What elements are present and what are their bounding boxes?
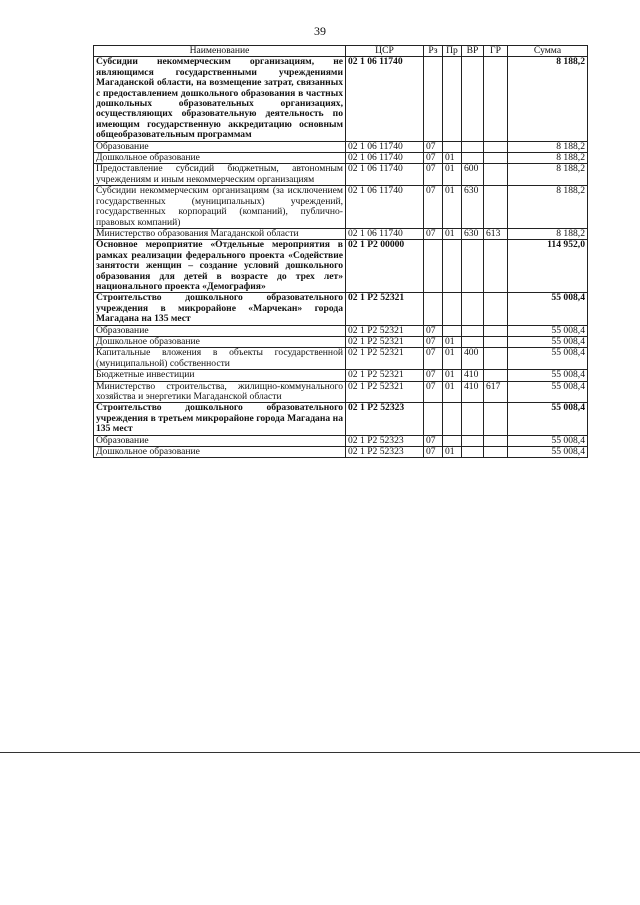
- cell-vr: [462, 240, 484, 293]
- table-body: [94, 57, 588, 458]
- column-header-pr: Пр: [443, 46, 462, 57]
- column-header-gr: ГР: [484, 46, 508, 57]
- table-row: [94, 348, 588, 370]
- cell-sum: 55 008,4: [508, 348, 588, 370]
- cell-vr: [462, 57, 484, 141]
- cell-rz: [424, 293, 443, 325]
- cell-csr: 02 1 P2 52321: [346, 293, 424, 325]
- cell-pr: 01: [443, 164, 462, 186]
- table-row: [94, 141, 588, 152]
- table-row: [94, 403, 588, 435]
- cell-name: Министерство строительства, жилищно-коммунального хозяйства и энергетики Магаданской области: [94, 381, 346, 403]
- cell-pr: [443, 141, 462, 152]
- cell-gr: [484, 186, 508, 229]
- cell-rz: 07: [424, 186, 443, 229]
- cell-sum: 55 008,4: [508, 370, 588, 381]
- cell-pr: 01: [443, 336, 462, 347]
- cell-name: Субсидии некоммерческим организациям, не являющимся государственными учреждениями Магаданской области, на возмещение затрат, связанных с предоставлением дошкольного образования в частных дошкольных образовательных организациях, осуществляющих образовательную деятельность по имеющим государственную аккредитацию основным общеобразовательным программам: [94, 57, 346, 141]
- cell-csr: 02 1 06 11740: [346, 164, 424, 186]
- table-row: [94, 293, 588, 325]
- cell-csr: 02 1 06 11740: [346, 228, 424, 239]
- cell-rz: 07: [424, 164, 443, 186]
- cell-gr: 617: [484, 381, 508, 403]
- table-row: [94, 228, 588, 239]
- cell-sum: 8 188,2: [508, 153, 588, 164]
- cell-sum: 55 008,4: [508, 403, 588, 435]
- column-header-sum: Сумма: [508, 46, 588, 57]
- cell-rz: [424, 403, 443, 435]
- table-row: [94, 153, 588, 164]
- cell-rz: [424, 240, 443, 293]
- cell-name: Дошкольное образование: [94, 447, 346, 458]
- cell-gr: [484, 153, 508, 164]
- column-header-vr: ВР: [462, 46, 484, 57]
- cell-sum: 8 188,2: [508, 57, 588, 141]
- cell-name: Капитальные вложения в объекты государственной (муниципальной) собственности: [94, 348, 346, 370]
- table-row: [94, 435, 588, 446]
- cell-rz: 07: [424, 370, 443, 381]
- cell-gr: [484, 164, 508, 186]
- cell-rz: [424, 57, 443, 141]
- cell-vr: [462, 403, 484, 435]
- cell-gr: [484, 141, 508, 152]
- cell-rz: 07: [424, 348, 443, 370]
- cell-csr: 02 1 P2 52323: [346, 447, 424, 458]
- table-row: [94, 325, 588, 336]
- cell-csr: 02 1 06 11740: [346, 153, 424, 164]
- column-header-rz: Рз: [424, 46, 443, 57]
- cell-name: Дошкольное образование: [94, 153, 346, 164]
- cell-name: Образование: [94, 325, 346, 336]
- cell-pr: [443, 403, 462, 435]
- cell-name: Образование: [94, 141, 346, 152]
- cell-sum: 114 952,0: [508, 240, 588, 293]
- cell-csr: 02 1 P2 52323: [346, 403, 424, 435]
- cell-pr: 01: [443, 228, 462, 239]
- table-row: [94, 447, 588, 458]
- cell-csr: 02 1 P2 52321: [346, 336, 424, 347]
- cell-gr: 613: [484, 228, 508, 239]
- cell-vr: [462, 435, 484, 446]
- table-row: [94, 57, 588, 141]
- table-header-row: [94, 46, 588, 57]
- cell-sum: 8 188,2: [508, 186, 588, 229]
- cell-vr: 600: [462, 164, 484, 186]
- cell-gr: [484, 447, 508, 458]
- cell-sum: 55 008,4: [508, 293, 588, 325]
- cell-gr: [484, 435, 508, 446]
- cell-name: Строительство дошкольного образовательного учреждения в микрорайоне «Марчекан» города Магадана на 135 мест: [94, 293, 346, 325]
- cell-sum: 55 008,4: [508, 381, 588, 403]
- table-row: [94, 240, 588, 293]
- table-row: [94, 164, 588, 186]
- cell-vr: [462, 293, 484, 325]
- cell-csr: 02 1 06 11740: [346, 57, 424, 141]
- cell-csr: 02 1 P2 00000: [346, 240, 424, 293]
- cell-name: Дошкольное образование: [94, 336, 346, 347]
- cell-vr: 630: [462, 186, 484, 229]
- cell-vr: 400: [462, 348, 484, 370]
- cell-pr: 01: [443, 186, 462, 229]
- cell-csr: 02 1 P2 52321: [346, 325, 424, 336]
- cell-sum: 8 188,2: [508, 141, 588, 152]
- cell-rz: 07: [424, 435, 443, 446]
- cell-pr: 01: [443, 153, 462, 164]
- page-number: 39: [314, 24, 326, 38]
- cell-name: Субсидии некоммерческим организациям (за исключением государственных (муниципальных) учреждений, государственных корпораций (компаний), публично-правовых компаний): [94, 186, 346, 229]
- cell-rz: 07: [424, 141, 443, 152]
- cell-pr: [443, 240, 462, 293]
- cell-name: Предоставление субсидий бюджетным, автономным учреждениям и иным некоммерческим организациям: [94, 164, 346, 186]
- cell-pr: 01: [443, 447, 462, 458]
- cell-vr: 410: [462, 381, 484, 403]
- cell-rz: 07: [424, 325, 443, 336]
- cell-sum: 55 008,4: [508, 435, 588, 446]
- cell-gr: [484, 293, 508, 325]
- cell-csr: 02 1 06 11740: [346, 141, 424, 152]
- cell-gr: [484, 348, 508, 370]
- column-header-csr: ЦСР: [346, 46, 424, 57]
- cell-vr: 630: [462, 228, 484, 239]
- cell-pr: [443, 435, 462, 446]
- cell-gr: [484, 240, 508, 293]
- table-row: [94, 370, 588, 381]
- cell-csr: 02 1 P2 52321: [346, 348, 424, 370]
- cell-vr: [462, 336, 484, 347]
- cell-rz: 07: [424, 447, 443, 458]
- cell-sum: 55 008,4: [508, 447, 588, 458]
- cell-pr: 01: [443, 370, 462, 381]
- cell-pr: 01: [443, 381, 462, 403]
- cell-csr: 02 1 P2 52321: [346, 370, 424, 381]
- cell-sum: 55 008,4: [508, 336, 588, 347]
- cell-name: Строительство дошкольного образовательного учреждения в третьем микрорайоне города Магадана на 135 мест: [94, 403, 346, 435]
- table-row: [94, 336, 588, 347]
- budget-table: [93, 45, 588, 458]
- cell-vr: [462, 153, 484, 164]
- cell-name: Основное мероприятие «Отдельные мероприятия в рамках реализации федерального проекта «Содействие занятости женщин – создание условий дошкольного образования для детей в возрасте до трех лет» национального проекта «Демография»: [94, 240, 346, 293]
- cell-csr: 02 1 P2 52321: [346, 381, 424, 403]
- cell-rz: 07: [424, 336, 443, 347]
- cell-pr: [443, 325, 462, 336]
- table-row: [94, 186, 588, 229]
- cell-pr: [443, 293, 462, 325]
- cell-vr: 410: [462, 370, 484, 381]
- cell-csr: 02 1 06 11740: [346, 186, 424, 229]
- table-row: [94, 381, 588, 403]
- cell-vr: [462, 447, 484, 458]
- cell-rz: 07: [424, 228, 443, 239]
- cell-rz: 07: [424, 381, 443, 403]
- cell-gr: [484, 403, 508, 435]
- cell-csr: 02 1 P2 52323: [346, 435, 424, 446]
- cell-sum: 55 008,4: [508, 325, 588, 336]
- cell-pr: [443, 57, 462, 141]
- cell-sum: 8 188,2: [508, 228, 588, 239]
- cell-gr: [484, 336, 508, 347]
- cell-name: Министерство образования Магаданской области: [94, 228, 346, 239]
- cell-gr: [484, 57, 508, 141]
- column-header-name: Наименование: [94, 46, 346, 57]
- cell-gr: [484, 325, 508, 336]
- cell-gr: [484, 370, 508, 381]
- cell-rz: 07: [424, 153, 443, 164]
- cell-vr: [462, 325, 484, 336]
- cell-sum: 8 188,2: [508, 164, 588, 186]
- cell-pr: 01: [443, 348, 462, 370]
- page-divider: [0, 752, 640, 753]
- cell-vr: [462, 141, 484, 152]
- cell-name: Бюджетные инвестиции: [94, 370, 346, 381]
- cell-name: Образование: [94, 435, 346, 446]
